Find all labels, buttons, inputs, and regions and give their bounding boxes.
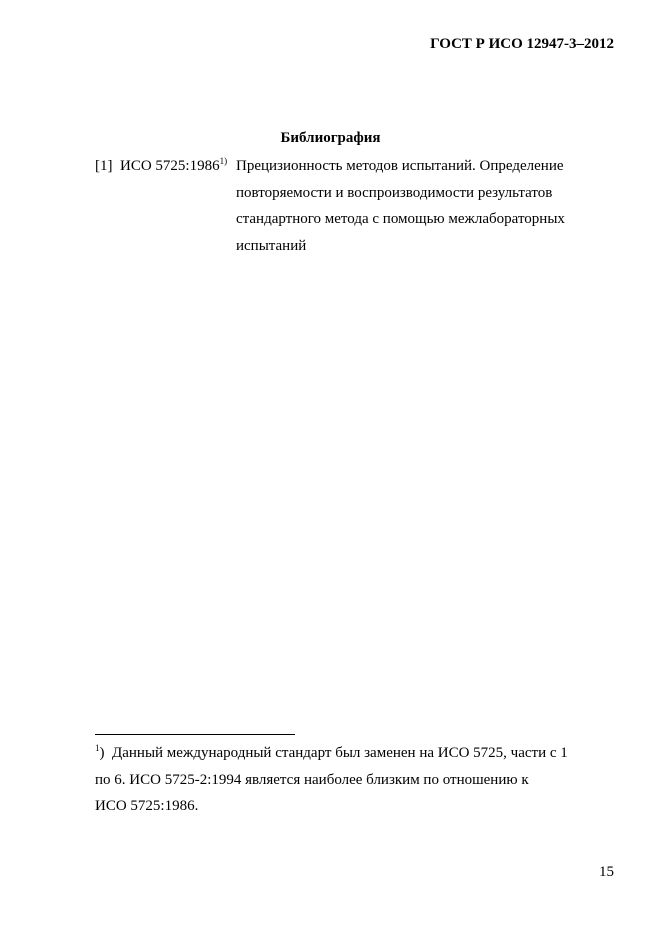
page-number: 15: [599, 864, 614, 880]
footnote-line: по 6. ИСО 5725-2:1994 является наиболее близким по отношению к: [95, 771, 529, 788]
reference-code: ИСО 5725:1986: [120, 158, 220, 174]
bibliography-title-line: повторяемости и воспроизводимости результатов: [236, 184, 553, 201]
bibliography-title-line: испытаний: [236, 237, 307, 254]
footnote-line: ИСО 5725:1986.: [95, 798, 199, 814]
footnote: [95, 740, 615, 820]
bibliography-entry-number: [1]: [95, 158, 113, 174]
bibliography-entry-reference: [120, 153, 227, 180]
bibliography-entry-title: [236, 153, 616, 259]
footnote-line: [95, 740, 615, 767]
footnote-marker: 1): [219, 156, 228, 166]
footnote-text: Данный международный стандарт был заменен на ИСО 5725, части с 1: [112, 745, 568, 761]
document-code-header: ГОСТ Р ИСО 12947-3–2012: [430, 36, 614, 52]
footnote-marker-suffix: ): [99, 745, 105, 761]
bibliography-title-line: Прецизионность методов испытаний. Определение: [236, 158, 564, 174]
bibliography-title: Библиография: [280, 130, 381, 146]
footnote-separator: [95, 734, 295, 735]
footnote-marker: 1: [95, 743, 100, 753]
bibliography-title-line: стандартного метода с помощью межлабораторных: [236, 211, 565, 227]
